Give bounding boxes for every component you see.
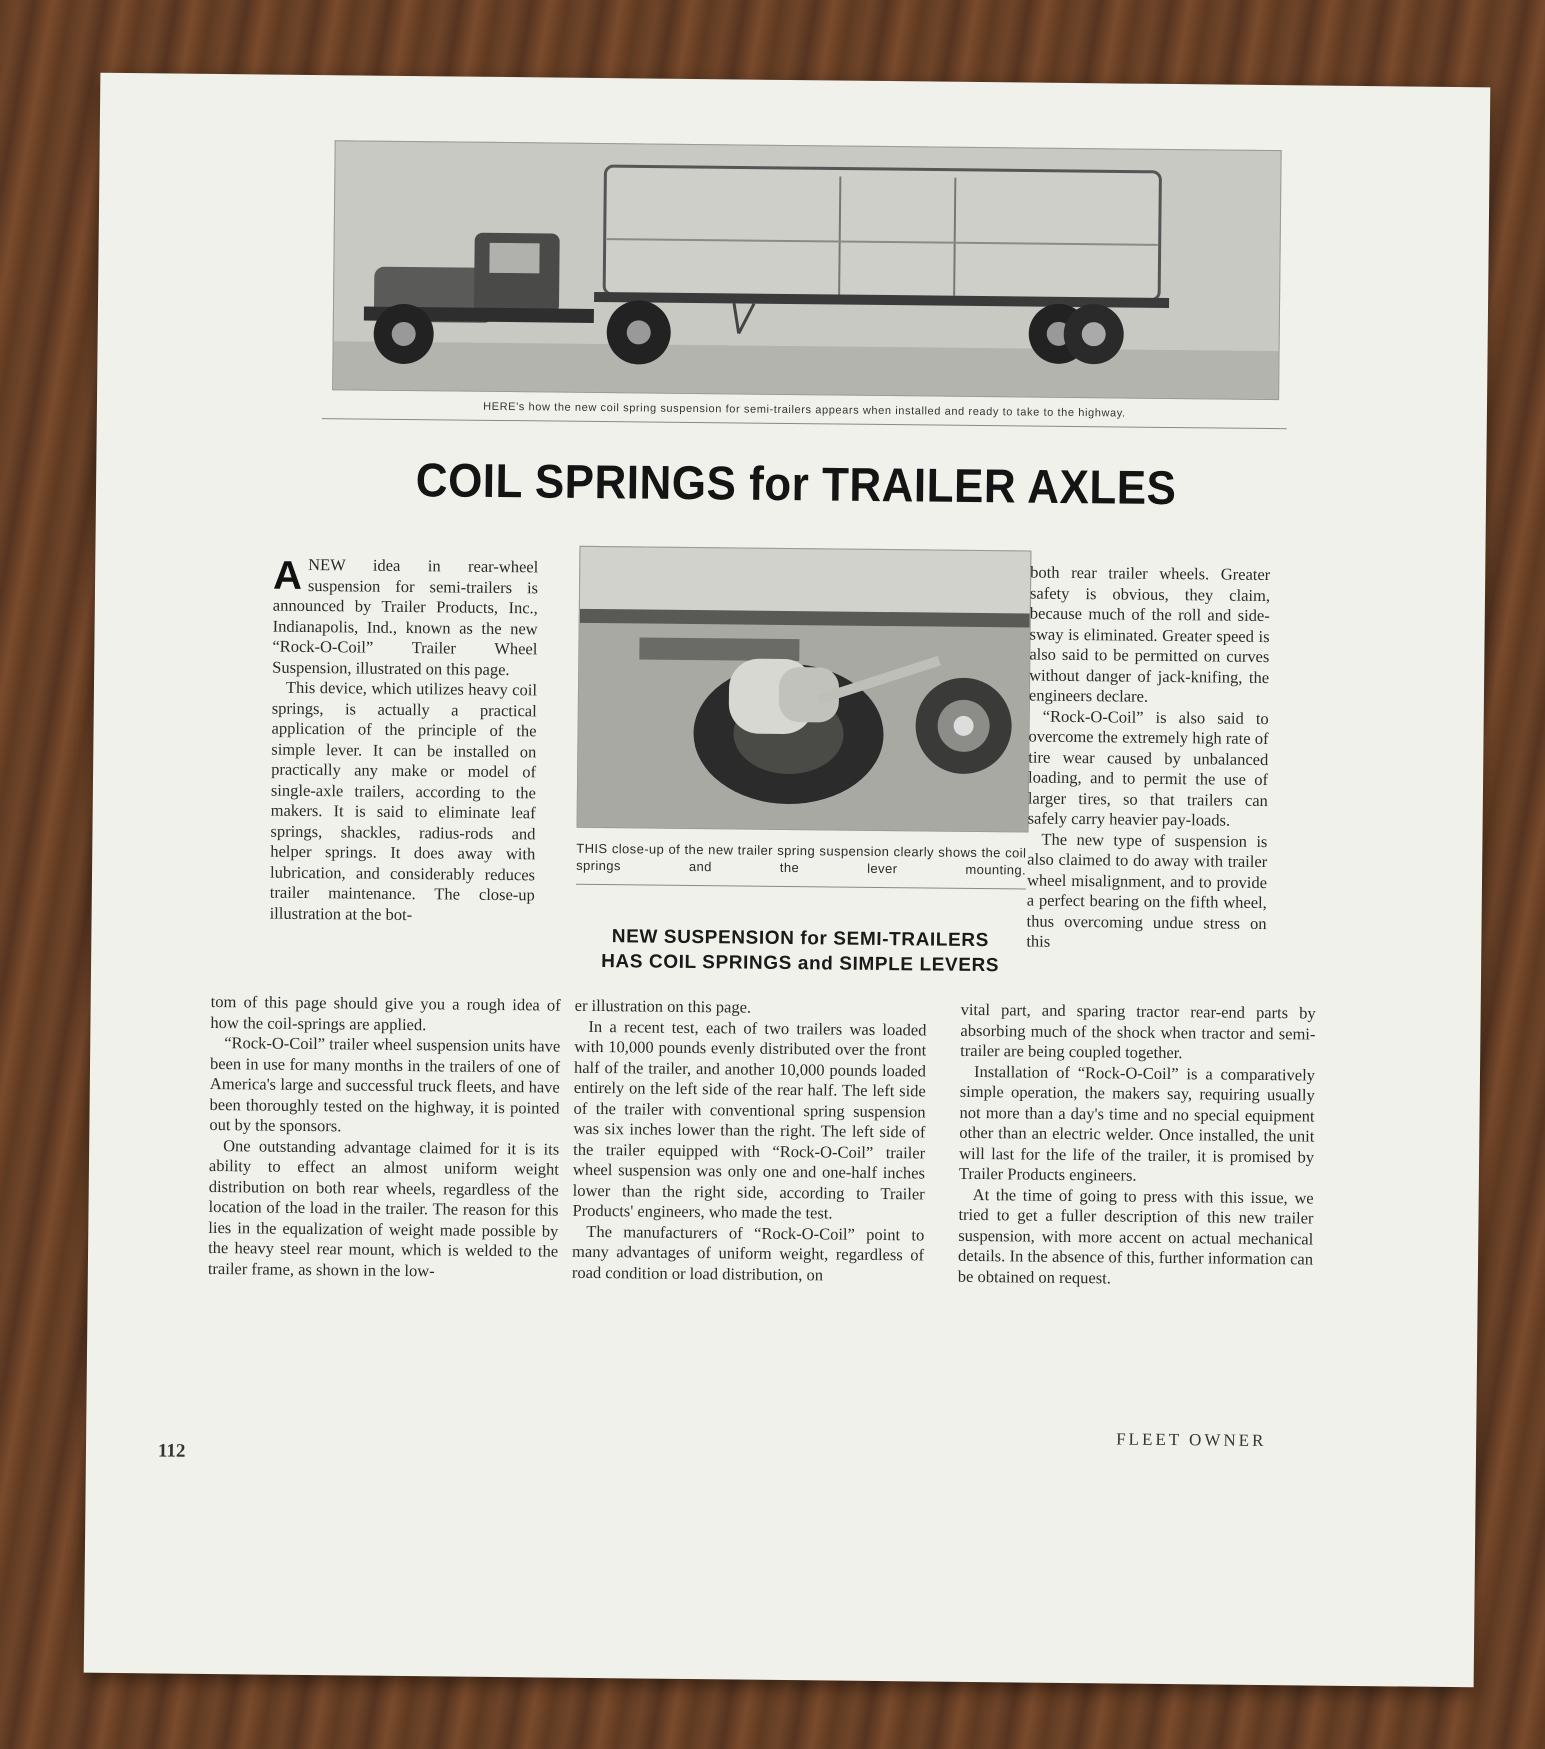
column-b (572, 996, 927, 1287)
drop-cap: A (272, 553, 303, 598)
column-a-bottom (208, 992, 561, 1283)
column-c-bottom (958, 1000, 1316, 1291)
closeup-caption: THIS close-up of the new trailer spring suspension clearly shows the coil springs and the lever mounting. (576, 840, 1027, 878)
column-a-top (270, 555, 539, 927)
paragraph: both rear trailer wheels. Greater safety is obvious, they claim, because much of the roll and side-sway is eliminated. Greater speed is also said to be permitted on curves without danger of jack-knifing, the engineers declare. (1028, 562, 1271, 706)
headline: COIL SPRINGS for TRAILER AXLES (415, 454, 1177, 515)
paragraph: “Rock-O-Coil” trailer wheel suspension units have been in use for many months in the trailers of one of America's large and successful truck fleets, and have been thoroughly tested on the highway, it is pointed out by the sponsors. (209, 1033, 561, 1136)
truck-photo (332, 140, 1282, 400)
paragraph: vital part, and sparing tractor rear-end parts by absorbing much of the shock when tractor and semi-trailer are being coupled together. (960, 999, 1316, 1063)
paragraph: The new type of suspension is also claimed to do away with trailer wheel misalignment, and to provide a perfect bearing on the fifth wheel, thus overcoming undue stress on this (1026, 829, 1268, 951)
paragraph: tom of this page should give you a rough idea of how the coil-springs are applied. (210, 991, 561, 1034)
top-photo-caption: HERE's how the new coil spring suspension for semi-trailers appears when installed and ready to take to the highway. (483, 400, 1126, 420)
column-c-top (1026, 563, 1270, 955)
paragraph: er illustration on this page. (574, 995, 752, 1017)
caption-rule (322, 418, 1287, 429)
paragraph: The manufacturers of “Rock-O-Coil” point to many advantages of uniform weight, regardless of road condition or load distribution, on (571, 1221, 925, 1284)
subheadline (575, 924, 1025, 979)
paragraph: Installation of “Rock-O-Coil” is a comparatively simple operation, the makers say, requiring usually not more than a day's time and no special equipment other than an electric welder. Once installed, the unit will last for the life of the trailer, it is promised by Trailer Products engineers. (958, 1061, 1316, 1185)
subheadline-line-2: HAS COIL SPRINGS and SIMPLE LEVERS (601, 951, 1000, 977)
page-number: 112 (157, 1440, 186, 1462)
suspension-closeup-photo (577, 546, 1032, 833)
paragraph (272, 555, 538, 681)
paragraph: One outstanding advantage claimed for it is its ability to effect an almost uniform weight distribution on both rear wheels, regardless of the location of the load in the trailer. The reason for this lies in the equalization of weight made possible by the heavy steel rear mount, which is welded to the trailer frame, as shown in the low- (207, 1135, 560, 1280)
magazine-page (84, 73, 1491, 1687)
publication-name: FLEET OWNER (1116, 1429, 1267, 1451)
paragraph: “Rock-O-Coil” is also said to overcome the extremely high rate of tire wear caused by unbalanced loading, and to permit the use of larger tires, so that trailers can safely carry heavier pay-loads. (1027, 706, 1269, 830)
paragraph: At the time of going to press with this issue, we tried to get a fuller description of this new trailer suspension, with more accent on actual mechanical details. In the absence of this, further information can be obtained on request. (957, 1184, 1314, 1287)
subheadline-line-1: NEW SUSPENSION for SEMI-TRAILERS (611, 926, 990, 952)
paragraph: This device, which utilizes heavy coil springs, is actually a practical application of the principle of the simple lever. It can be installed on practically any make or model of single-axle trailers, according to the makers. It is said to eliminate leaf springs, shackles, radius-rods and helper springs. It does away with lubrication, and considerably reduces trailer maintenance. The close-up illustration at the bot- (269, 677, 538, 924)
paragraph-text: NEW idea in rear-wheel suspension for semi-trailers is announced by Trailer Products, Inc., Indianapolis, Ind., known as the new “Rock-O-Coil” Trailer Wheel Suspension, illustrated on this page. (272, 554, 539, 679)
mid-caption-rule (576, 884, 1026, 890)
paragraph: In a recent test, each of two trailers was loaded with 10,000 pounds evenly distributed over the front half of the trailer, and another 10,000 pounds loaded entirely on the left side of the rear half. The left side of the trailer with conventional spring suspension was six inches lower than the right. The left side of the trailer equipped with “Rock-O-Coil” trailer wheel suspension was only one and one-half inches lower than the right side, according to Trailer Products' engineers, who made the test. (572, 1016, 927, 1223)
